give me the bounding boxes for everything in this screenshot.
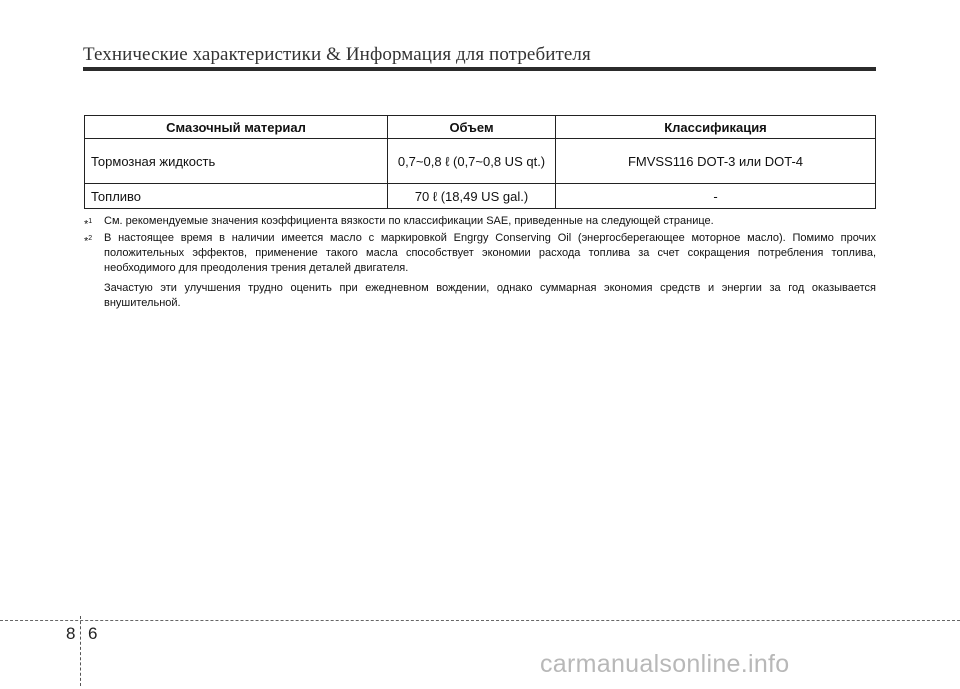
footnote-marker: *$^1$	[84, 218, 93, 231]
footnotes	[84, 214, 876, 311]
watermark: carmanualsonline.info	[540, 650, 790, 678]
footnote-text: См. рекомендуемые значения коэффициента вязкости по классификации SAE, приведенные на следующей странице.	[104, 215, 714, 227]
footnote-text: В настоящее время в наличии имеется масло с маркировкой Engrgy Conserving Oil (энергосберегающее моторное масло). Помимо прочих положительных эффектов, применение такого масла способствует экономии расхода топлива за счет сокращения потребления топлива, необходимого для преодоления трения деталей двигателя.	[104, 232, 876, 274]
page-number-divider	[80, 616, 81, 686]
table-row	[85, 139, 876, 184]
cell-volume: 70 ℓ (18,49 US gal.)	[388, 184, 556, 209]
section-title: Технические характеристики & Информация для потребителя	[83, 44, 591, 65]
footer-divider	[0, 620, 960, 621]
page-number: 6	[88, 624, 98, 643]
footnote-text: Зачастую эти улучшения трудно оценить при ежедневном вождении, однако суммарная экономия средств и энергии за год оказывается внушительной.	[104, 282, 876, 309]
table-row	[85, 184, 876, 209]
column-header-volume: Объем	[388, 116, 556, 139]
footnote-marker: *$^2$	[84, 235, 93, 248]
cell-classification: -	[556, 184, 876, 209]
table-header-row	[85, 116, 876, 139]
cell-classification: FMVSS116 DOT-3 или DOT-4	[556, 139, 876, 184]
column-header-classification: Классификация	[556, 116, 876, 139]
cell-lubricant: Тормозная жидкость	[85, 139, 388, 184]
cell-lubricant: Топливо	[85, 184, 388, 209]
footnote-1	[84, 214, 876, 229]
page-number-section: 8	[66, 624, 76, 643]
column-header-lubricant: Смазочный материал	[85, 116, 388, 139]
title-underline	[83, 67, 876, 71]
cell-volume: 0,7~0,8 ℓ (0,7~0,8 US qt.)	[388, 139, 556, 184]
lubricant-spec-table	[84, 115, 876, 209]
footnote-2	[84, 231, 876, 311]
